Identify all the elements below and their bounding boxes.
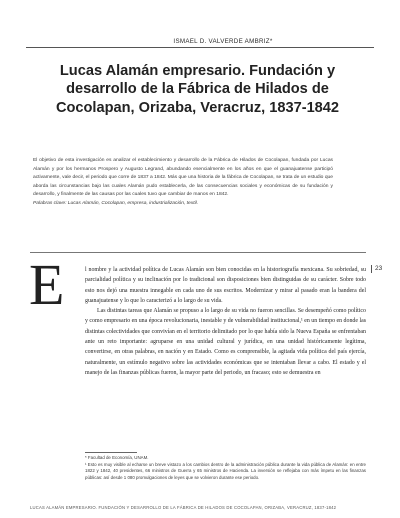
section-rule [30, 252, 366, 253]
header-rule [26, 47, 374, 48]
drop-cap: E [29, 252, 65, 317]
footnote-1: ¹ Esto es muy visible al echarse un breve vistazo a los cambios dentro de la administración pública durante la vida pública de Alamán: en entre 1822 y 1842, 40 presidentes, 66 ministros de Guerra y 65 ministros de Hacienda. La inversión se reflejaba con más ímpetu en las finanzas públicas: así desde 1 080 promulgaciones de leyes que se volvieron durante ese periodo. [85, 461, 366, 480]
body-text [29, 252, 366, 378]
footnote-rule [85, 452, 137, 453]
abstract-text: El objetivo de esta investigación es analizar el establecimiento y desarrollo de la Fábrica de Hilados de Cocolapan, fundada por Lucas Alamán y por los hermanos Prospero y Augusto Legrand, abundando esencialmente en los años en que el guanajuatense participó activamente, vale decir, el periodo que corre de 1837 a 1842. Más que una historia de la fábrica de Cocolapan, se trata de un estudio que aborda las circunstancias bajo las cuales Alamán pudo establecerla, de las consecuencias sociales y económicas de su fundación y desarrollo, y finalmente de las causas por las cuales tuvo que cambiar de manos en 1842. [33, 158, 333, 198]
footnote-author-affiliation: * Facultad de Economía, UNAM. [85, 455, 149, 460]
footnotes [85, 455, 366, 481]
paragraph-1-text: l nombre y la actividad política de Lucas Alamán son bien conocidas en la historiografía mexicana. Su sobriedad, su parcialidad política y su inclinación por lo tradicional son disposiciones bien distinguidas de su carácter. Sobre todo esto nos dejó una muestra innegable en cada uno de sus escritos. Modernizar y mirar al pasado eran la bandera del guanajuatense y lo que lo caracterizó a lo largo de su vida. [85, 267, 366, 304]
keywords: Palabras clave: Lucas Alamán, Cocolapan, empresa, industrialización, textil. [33, 200, 199, 206]
body-paragraph-2: Las distintas tareas que Alamán se propuso a lo largo de su vida no fueron sencillas. Se desempeñó como político y como empresario en una época revolucionaria, inestable y de vulnerabilidad institucional,¹ en un tiempo en donde las distintas colectividades que convivían en el territorio delimitado por lo que había sido la Nueva España se enfrentaban ante un reto importante: agruparse en una unidad cultural y jurídica, en una unidad históricamente legítima, convertirse, en otras palabras, en nación y en Estado. Como es comprensible, la agitada vida política del país ejercía, naturalmente, un estímulo negativo sobre las actividades económicas que se intentaban llevar a cabo. El estado y el manejo de las finanzas públicas fueron, la mayor parte del periodo, un fracaso; esto se demuestra en [85, 308, 366, 376]
abstract [33, 157, 333, 209]
author-name: ISMAEL D. VALVERDE AMBRIZ* [173, 38, 273, 45]
running-footer: LUCAS ALAMÁN EMPRESARIO. FUNDACIÓN Y DESARROLLO DE LA FÁBRICA DE HILADOS DE COCOLAPAN, ORIZABA, VERACRUZ, 1837-1842 [30, 505, 337, 510]
body-paragraph-1 [29, 252, 366, 317]
article-title: Lucas Alamán empresario. Fundación y desarrollo de la Fábrica de Hilados de Cocolapan, Orizaba, Veracruz, 1837-1842 [55, 63, 340, 116]
page-number: 23 [371, 265, 382, 273]
